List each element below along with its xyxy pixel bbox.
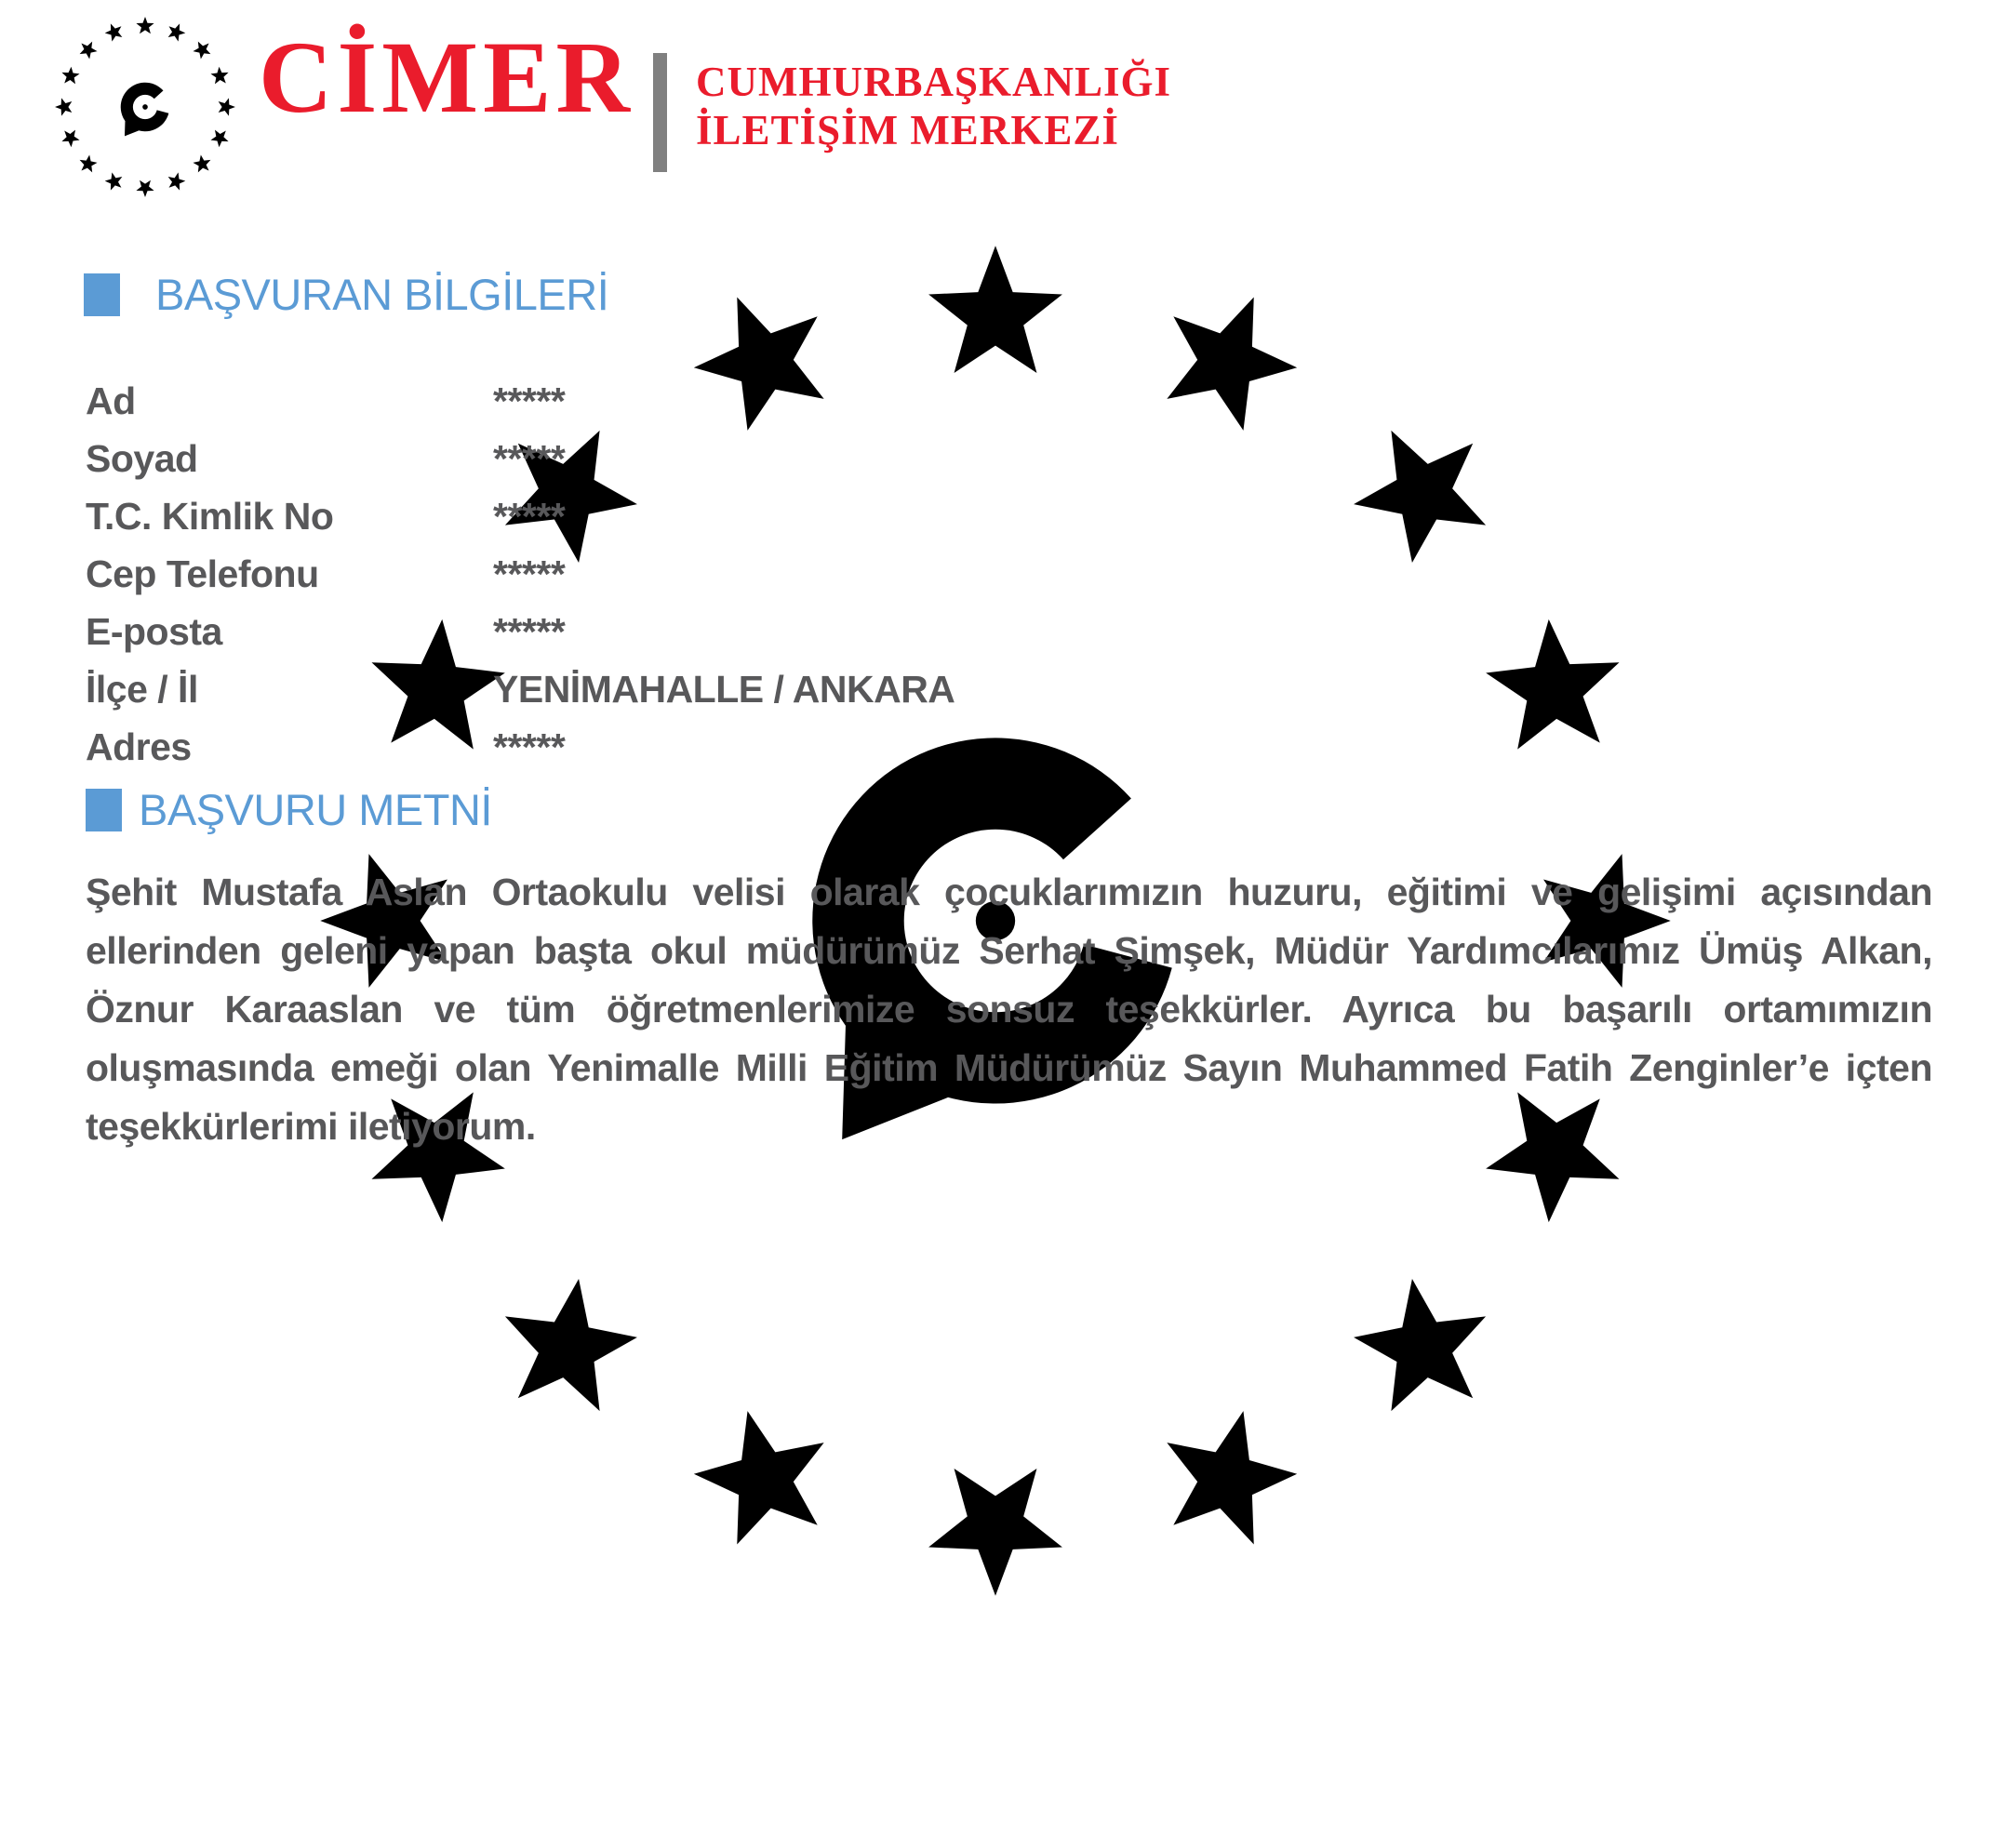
field-label: İlçe / İl xyxy=(86,667,198,711)
field-row-cep-telefonu xyxy=(86,545,1853,603)
field-row-tc-kimlik xyxy=(86,487,1853,545)
section-bullet-icon xyxy=(86,789,122,831)
field-value: YENİMAHALLE / ANKARA xyxy=(493,667,955,711)
header-divider xyxy=(653,53,667,172)
applicant-section-title: BAŞVURAN BİLGİLERİ xyxy=(155,270,609,319)
field-row-soyad xyxy=(86,430,1853,487)
field-value: ***** xyxy=(493,494,566,538)
field-label: T.C. Kimlik No xyxy=(86,494,334,538)
field-row-eposta xyxy=(86,603,1853,660)
application-section-header xyxy=(86,785,492,834)
org-name-line2: İLETİŞİM MERKEZİ xyxy=(696,107,1119,153)
section-bullet-icon xyxy=(84,273,120,316)
field-value: ***** xyxy=(493,609,566,653)
field-value: ***** xyxy=(493,379,566,422)
field-label: Ad xyxy=(86,379,136,422)
field-value: ***** xyxy=(493,552,566,595)
application-text: Şehit Mustafa Aslan Ortaokulu velisi olarak çocuklarımızın huzuru, eğitimi ve gelişimi açısından ellerinden geleni yapan başta okul müdürümüz Serhat Şimşek, Müdür Yardımcılarımız Ümüş Alkan, Öznur Karaaslan ve tüm öğretmenlerimize sonsuz teşekkürler. Ayrıca bu başarılı ortamımızın oluşmasında emeği olan Yenimalle Milli Eğitim Müdürümüz Sayın Muhammed Fatih Zenginler’e içten teşekkürlerimi iletiyorum. xyxy=(86,871,1932,1148)
field-value: ***** xyxy=(493,725,566,768)
brand-logo-text: CİMER xyxy=(259,20,634,134)
application-section-title: BAŞVURU METNİ xyxy=(139,785,492,834)
field-value: ***** xyxy=(493,436,566,480)
applicant-section-header xyxy=(84,270,609,319)
org-name-line1: CUMHURBAŞKANLIĞI xyxy=(696,59,1172,105)
field-label: Soyad xyxy=(86,436,198,480)
applicant-fields xyxy=(86,372,1853,776)
field-row-ilce-il xyxy=(86,660,1853,718)
org-name xyxy=(696,58,1171,154)
field-row-ad xyxy=(86,372,1853,430)
field-label: E-posta xyxy=(86,609,222,653)
field-label: Cep Telefonu xyxy=(86,552,319,595)
cimer-emblem-icon xyxy=(51,13,239,201)
field-label: Adres xyxy=(86,725,192,768)
field-row-adres xyxy=(86,718,1853,776)
